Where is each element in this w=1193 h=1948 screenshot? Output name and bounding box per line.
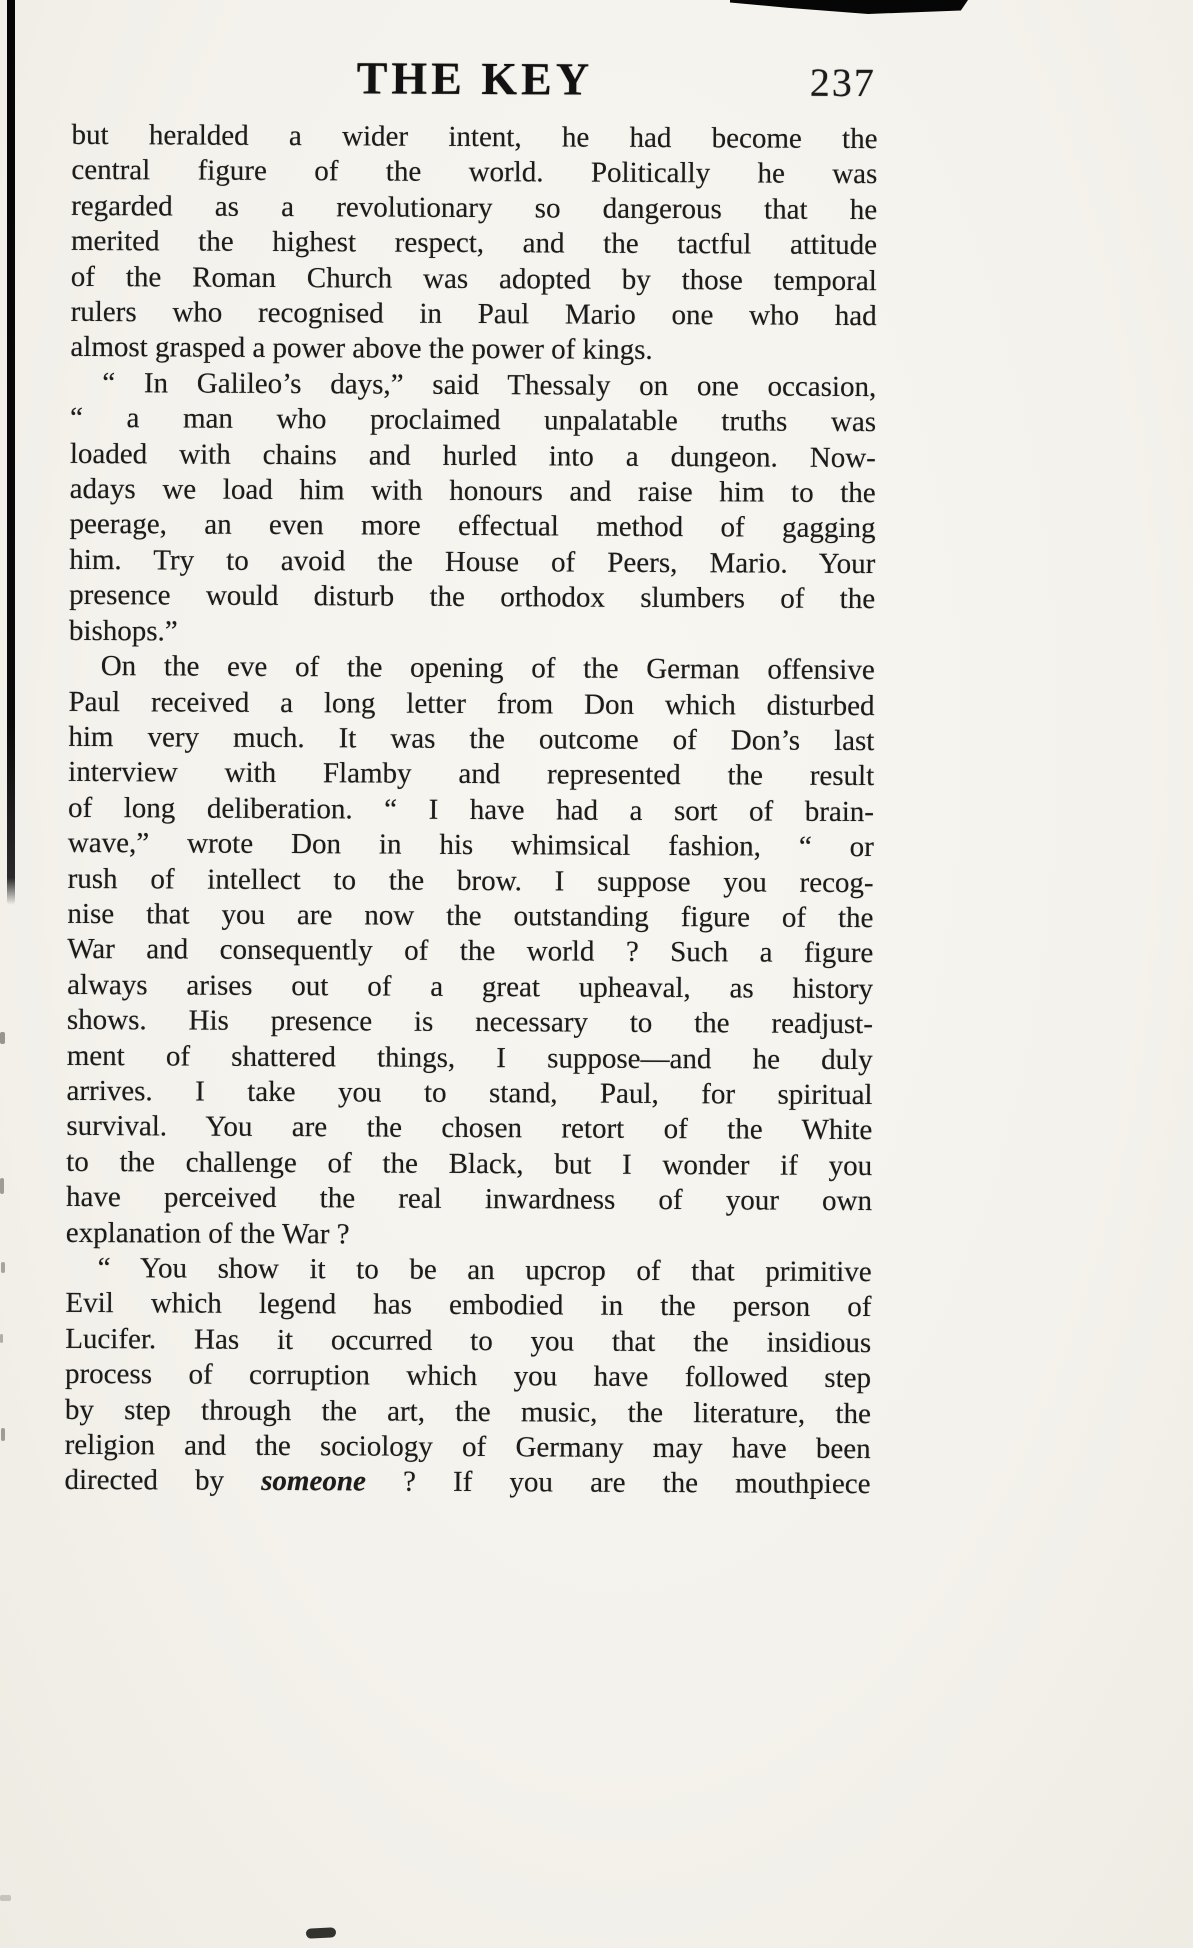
- paragraph: [69, 366, 876, 653]
- text-line: presence would disturb the orthodox slumbers of the: [69, 579, 876, 616]
- text-line: War and consequently of the world ? Such a figure: [67, 933, 874, 970]
- scan-speck: [0, 1032, 5, 1044]
- text-line: of long deliberation. “ I have had a sort of brain-: [67, 791, 875, 828]
- text-line: him very much. It was the outcome of Don’s last: [68, 720, 875, 758]
- paragraph: [64, 1251, 871, 1503]
- text-line: him. Try to avoid the House of Peers, Mario. Your: [69, 543, 876, 580]
- text-line: ment of shattered things, I suppose—and he duly: [66, 1039, 873, 1076]
- page-body: [64, 118, 877, 1503]
- book-spine-shadow: [7, 0, 15, 905]
- text-line: On the eve of the opening of the German offensive: [100, 650, 875, 687]
- page-number: 237: [809, 59, 876, 106]
- text-line: arrives. I take you to stand, Paul, for spiritual: [66, 1074, 873, 1112]
- text-segment: ? If you are the mouthpiece: [365, 1465, 871, 1501]
- text-line: have perceived the real inwardness of your own: [65, 1181, 873, 1218]
- text-line: adays we load him with honours and raise him to the: [69, 472, 876, 510]
- running-header: [72, 50, 878, 114]
- scan-artifact-top-edge: [730, 0, 968, 14]
- text-line: religion and the sociology of Germany may have been: [64, 1428, 871, 1466]
- text-line: Evil which legend has embodied in the person of: [65, 1287, 872, 1324]
- text-line: “ In Galileo’s days,” said Thessaly on one occasion,: [102, 366, 877, 403]
- text-line: survival. You are the chosen retort of the White: [66, 1110, 873, 1147]
- printed-text-block: [64, 50, 878, 1503]
- text-line: loaded with chains and hurled into a dungeon. Now-: [69, 437, 876, 474]
- text-line: merited the highest respect, and the tactful attitude: [70, 225, 878, 262]
- text-line: explanation of the War ?: [65, 1216, 350, 1250]
- scan-speck: [1, 1428, 5, 1441]
- scan-speck: [0, 1334, 3, 1343]
- text-line: process of corruption which you have followed step: [64, 1358, 872, 1395]
- emphasized-word: someone: [261, 1465, 366, 1498]
- text-line: [64, 1463, 870, 1503]
- text-line: “ You show it to be an upcrop of that primitive: [97, 1252, 872, 1289]
- text-line: Lucifer. Has it occurred to you that the insidious: [65, 1322, 872, 1359]
- scan-artifact-bottom-mark: [306, 1927, 336, 1939]
- text-line: but heralded a wider intent, he had become the: [71, 118, 878, 156]
- text-line: nise that you are now the outstanding figure of the: [67, 897, 874, 935]
- text-line: bishops.”: [68, 614, 178, 648]
- text-line: rulers who recognised in Paul Mario one who had: [70, 295, 877, 333]
- text-line: by step through the art, the music, the literature, the: [64, 1393, 871, 1430]
- text-line: interview with Flamby and represented the result: [68, 756, 875, 793]
- text-line: of the Roman Church was adopted by those temporal: [70, 260, 877, 297]
- text-line: almost grasped a power above the power of kings.: [70, 331, 653, 367]
- text-line: central figure of the world. Politically he was: [71, 154, 878, 191]
- text-line: regarded as a revolutionary so dangerous that he: [71, 189, 878, 226]
- book-title-header: THE KEY: [356, 52, 594, 105]
- text-line: to the challenge of the Black, but I wonder if you: [66, 1145, 873, 1182]
- text-line: shows. His presence is necessary to the readjust-: [66, 1004, 873, 1041]
- text-segment: directed by: [64, 1464, 262, 1498]
- scan-speck: [0, 1178, 4, 1194]
- scan-speck: [1, 1262, 5, 1273]
- text-line: “ a man who proclaimed unpalatable truths was: [69, 402, 877, 439]
- scan-speck: [0, 1895, 11, 1901]
- paragraph: [66, 649, 875, 1255]
- paragraph: [70, 118, 877, 370]
- text-line: rush of intellect to the brow. I suppose you recog-: [67, 862, 874, 899]
- text-line: Paul received a long letter from Don which disturbed: [68, 685, 875, 722]
- text-line: always arises out of a great upheaval, as history: [67, 968, 874, 1005]
- text-line: wave,” wrote Don in his whimsical fashion, “ or: [67, 827, 874, 864]
- text-line: peerage, an even more effectual method of gagging: [69, 508, 876, 545]
